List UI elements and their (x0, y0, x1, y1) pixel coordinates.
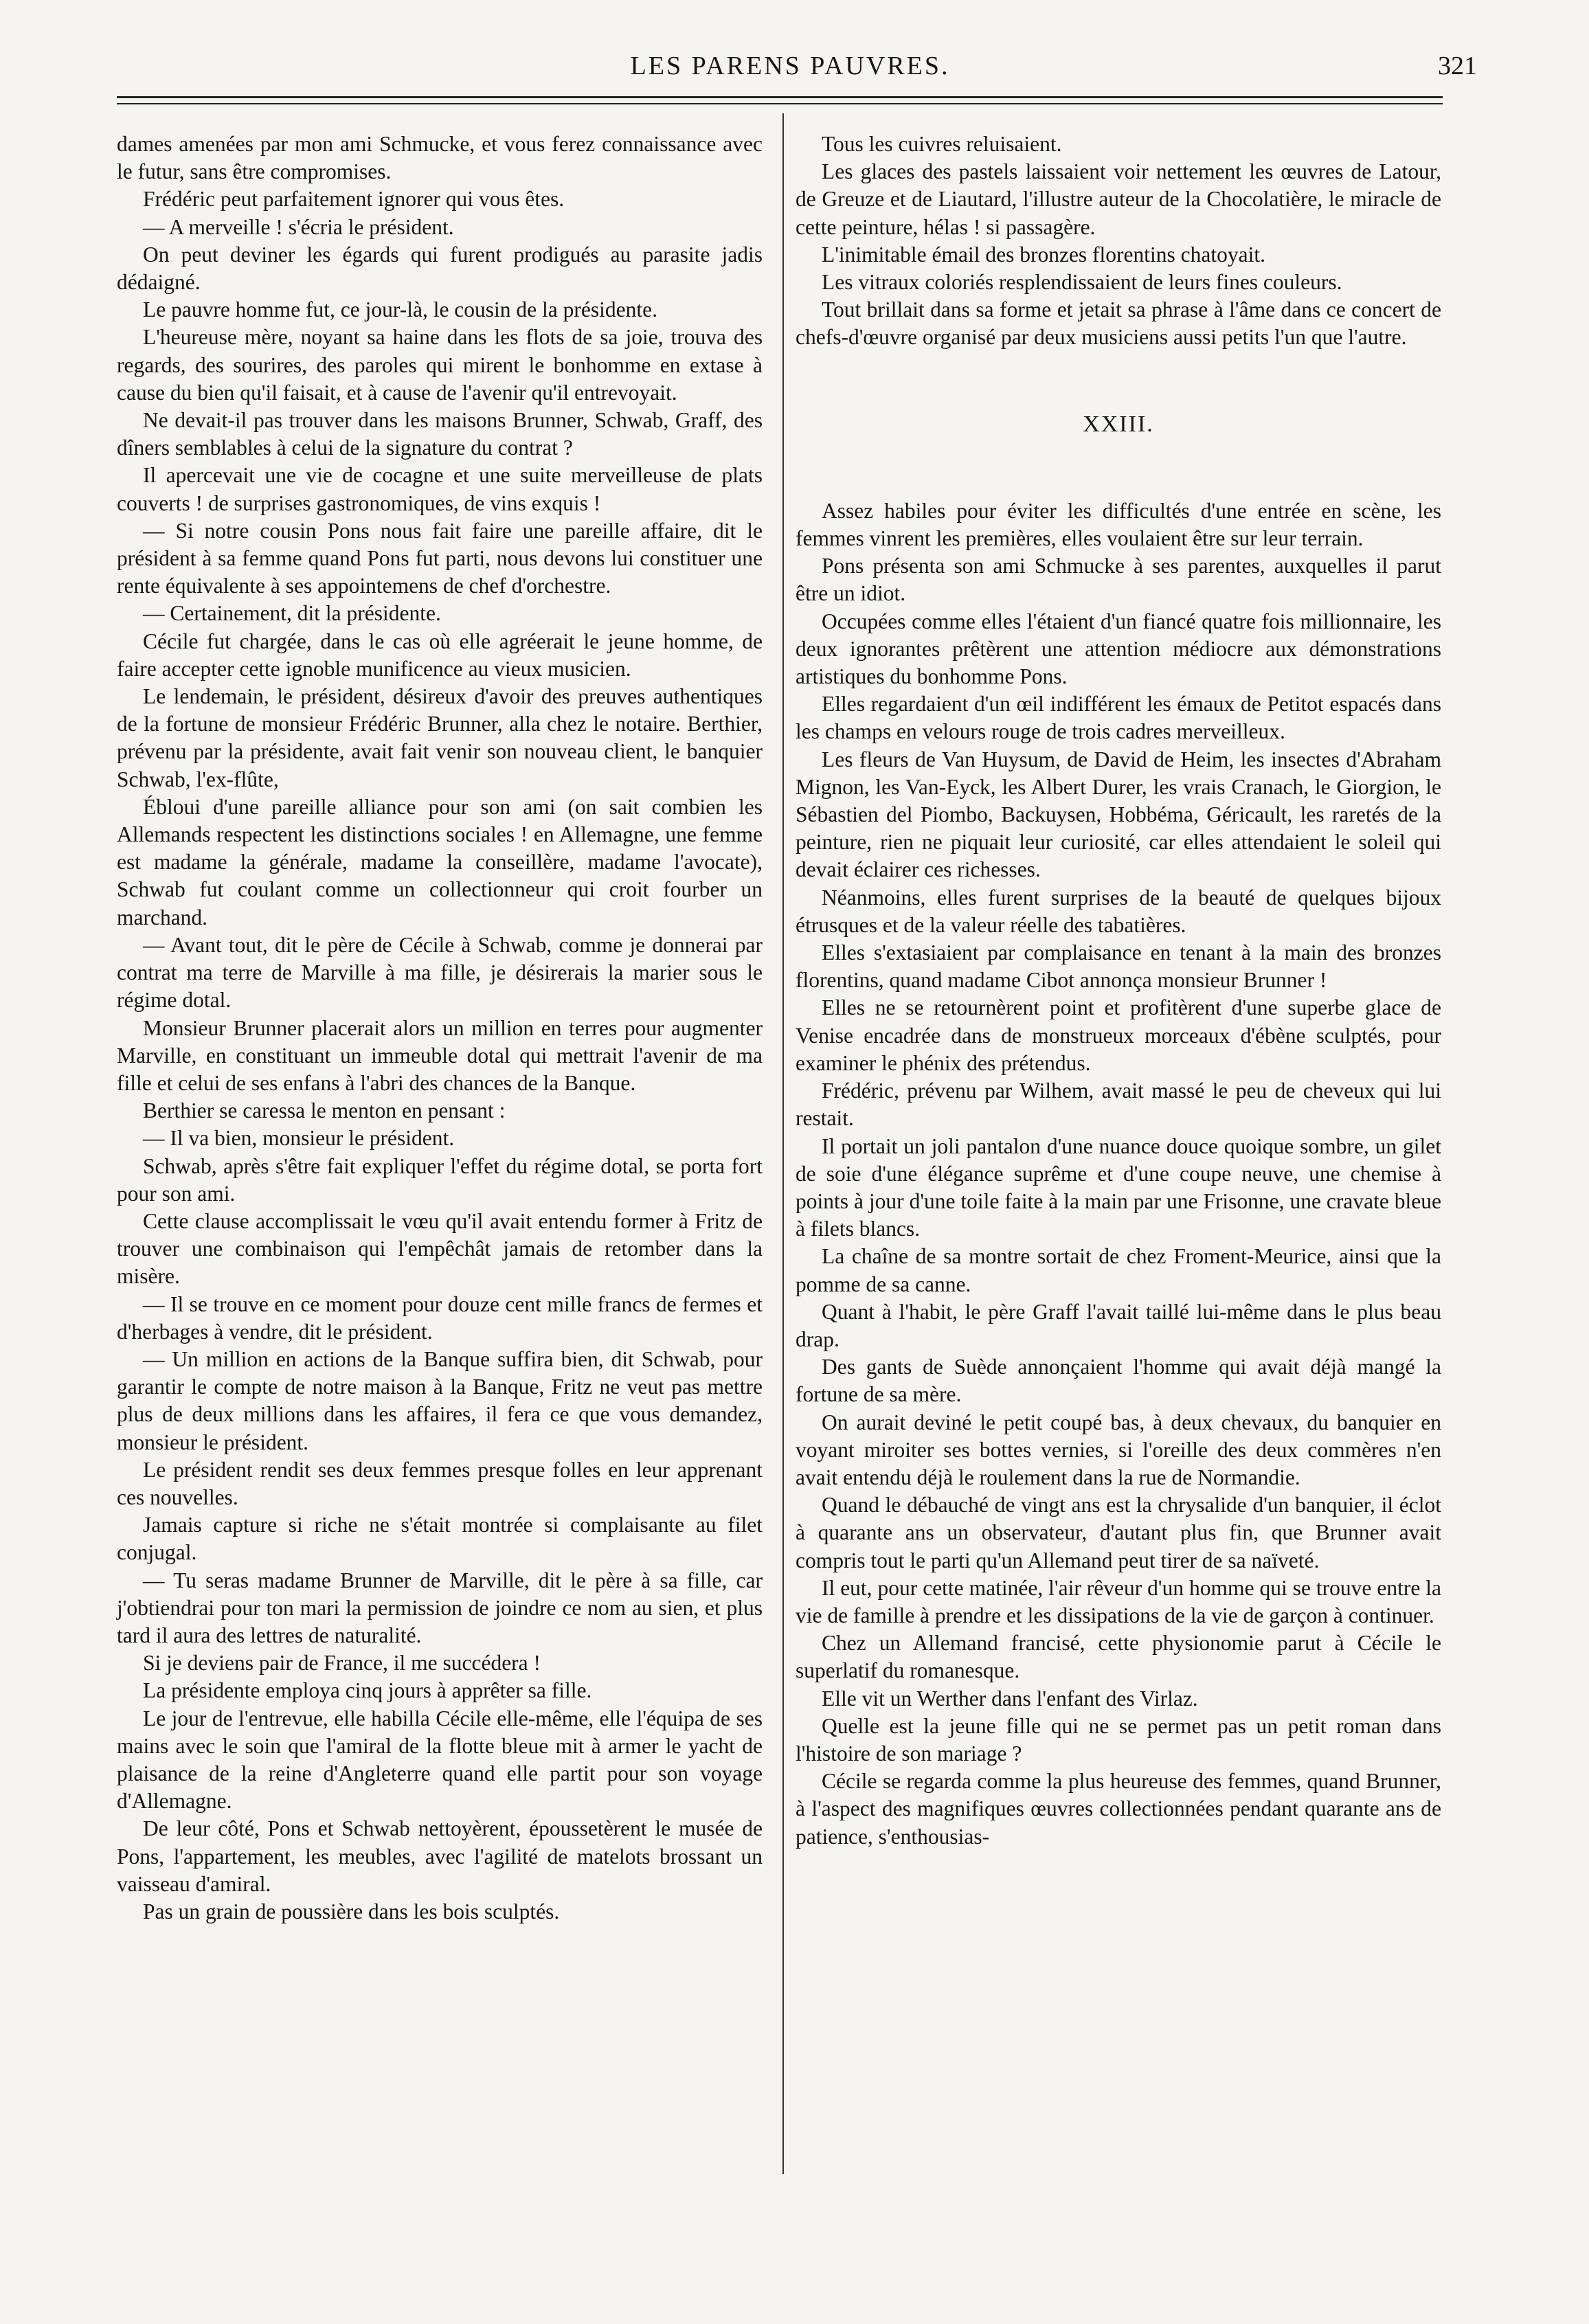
paragraph: Pons présenta son ami Schmucke à ses parentes, auxquelles il parut être un idiot. (796, 554, 1441, 606)
paragraph: Le lendemain, le président, désireux d'avoir des preuves authentiques de la fortune de monsieur Frédéric Brunner, alla chez le notaire. Berthier, prévenu par la présidente, avait fait venir son nouveau client, le banquier Schwab, l'ex-flûte, (117, 684, 763, 791)
paragraph: Schwab, après s'être fait expliquer l'effet du régime dotal, se porta fort pour son ami. (117, 1153, 763, 1206)
paragraph: dames amenées par mon ami Schmucke, et vous ferez connaissance avec le futur, sans être compromises. (117, 132, 763, 184)
paragraph: — Un million en actions de la Banque suffira bien, dit Schwab, pour garantir le compte de notre maison à la Banque, Fritz ne veut pas mettre plus de deux millions dans les affaires, il fera ce que vous demandez, monsieur le président. (117, 1346, 763, 1454)
paragraph: Elle vit un Werther dans l'enfant des Virlaz. (822, 1686, 1198, 1711)
left-column (117, 131, 763, 1926)
paragraph: — Certainement, dit la présidente. (143, 601, 441, 626)
paragraph: Assez habiles pour éviter les difficultés d'une entrée en scène, les femmes vinrent les premières, elles voulaient être sur leur terrain. (796, 498, 1441, 551)
column-divider (782, 113, 784, 2174)
paragraph: Occupées comme elles l'étaient d'un fiancé quatre fois millionnaire, les deux ignorantes prêtèrent une attention médiocre aux démonstrations artistiques du bonhomme Pons. (796, 609, 1441, 689)
paragraph: — A merveille ! s'écria le président. (143, 214, 454, 239)
paragraph: Cette clause accomplissait le vœu qu'il avait entendu former à Fritz de trouver une combinaison qui l'empêchât jamais de retomber dans la misère. (117, 1208, 763, 1289)
paragraph: Le président rendit ses deux femmes presque folles en leur apprenant ces nouvelles. (117, 1457, 763, 1509)
paragraph: Les vitraux coloriés resplendissaient de leurs fines couleurs. (822, 270, 1342, 295)
paragraph: — Il va bien, monsieur le président. (143, 1126, 455, 1151)
paragraph: Elles regardaient d'un œil indifférent les émaux de Petitot espacés dans les champs en velours rouge de trois cadres merveilleux. (796, 692, 1441, 744)
paragraph: Les glaces des pastels laissaient voir nettement les œuvres de Latour, de Greuze et de Liautard, l'illustre auteur de la Chocolatière, le miracle de cette peinture, hélas ! si passagère. (796, 159, 1441, 239)
page-header (103, 41, 1477, 82)
paragraph: La chaîne de sa montre sortait de chez Froment-Meurice, ainsi que la pomme de sa canne. (796, 1244, 1441, 1296)
paragraph: Chez un Allemand francisé, cette physionomie parut à Cécile le superlatif du romanesque. (796, 1631, 1441, 1683)
paragraph: Tous les cuivres reluisaient. (822, 132, 1062, 156)
paragraph: Des gants de Suède annonçaient l'homme qui avait déjà mangé la fortune de sa mère. (796, 1355, 1441, 1407)
paragraph: Cécile fut chargée, dans le cas où elle agréerait le jeune homme, de faire accepter cette ignoble munificence au vieux musicien. (117, 629, 763, 681)
paragraph: L'heureuse mère, noyant sa haine dans les flots de sa joie, trouva des regards, des sourires, des paroles qui mirent le bonhomme en extase à cause du bien qu'il faisait, et à cause de l'avenir qu'il entrevoyait. (117, 325, 763, 405)
chapter-heading: XXIII. (1083, 411, 1154, 437)
paragraph: Ébloui d'une pareille alliance pour son ami (on sait combien les Allemands respectent les distinctions sociales ! en Allemagne, une femme est madame la générale, madame la conseillère, madame l'avocate), Schwab fut coulant comme un collectionneur qui croit fourber un marchand. (117, 794, 763, 929)
header-rule-thin (117, 103, 1443, 104)
paragraph: Cécile se regarda comme la plus heureuse des femmes, quand Brunner, à l'aspect des magnifiques œuvres collectionnées pendant quarante ans de patience, s'enthousias- (796, 1769, 1441, 1849)
paragraph: — Il se trouve en ce moment pour douze cent mille francs de fermes et d'herbages à vendre, dit le président. (117, 1291, 763, 1344)
paragraph: Il portait un joli pantalon d'une nuance douce quoique sombre, un gilet de soie d'une élégance suprême et d'une coupe neuve, une chemise à points à jour d'une toile faite à la main par une Frisonne, une cravate bleue à filets blancs. (796, 1133, 1441, 1241)
paragraph: Frédéric, prévenu par Wilhem, avait massé le peu de cheveux qui lui restait. (796, 1079, 1441, 1131)
running-title: LES PARENS PAUVRES. (630, 52, 950, 80)
paragraph: Il eut, pour cette matinée, l'air rêveur d'un homme qui se trouve entre la vie de famille à prendre et les dissipations de la vie de garçon à continuer. (796, 1575, 1441, 1627)
paragraph: De leur côté, Pons et Schwab nettoyèrent, époussetèrent le musée de Pons, l'appartement, les meubles, avec l'agilité de matelots brossant un vaisseau d'amiral. (117, 1816, 763, 1896)
paragraph: Jamais capture si riche ne s'était montrée si complaisante au filet conjugal. (117, 1513, 763, 1565)
paragraph: Frédéric peut parfaitement ignorer qui vous êtes. (143, 187, 565, 212)
paragraph: Si je deviens pair de France, il me succédera ! (143, 1651, 541, 1676)
paragraph: Le pauvre homme fut, ce jour-là, le cousin de la présidente. (143, 297, 657, 322)
paragraph: Pas un grain de poussière dans les bois sculptés. (143, 1899, 560, 1923)
paragraph: Ne devait-il pas trouver dans les maisons Brunner, Schwab, Graff, des dîners semblables à celui de la signature du contrat ? (117, 408, 763, 460)
paragraph: L'inimitable émail des bronzes florentins chatoyait. (822, 242, 1265, 267)
right-column (796, 131, 1441, 1851)
page-number: 321 (1438, 52, 1477, 80)
paragraph: Monsieur Brunner placerait alors un million en terres pour augmenter Marville, en constituant un immeuble dotal qui mettrait l'avenir de ma fille et celui de ses enfans à l'abri des chances de la Banque. (117, 1015, 763, 1095)
paragraph: Il apercevait une vie de cocagne et une suite merveilleuse de plats couverts ! de surprises gastronomiques, de vins exquis ! (117, 463, 763, 515)
paragraph: On peut deviner les égards qui furent prodigués au parasite jadis dédaigné. (117, 242, 763, 295)
paragraph: La présidente employa cinq jours à apprêter sa fille. (143, 1678, 592, 1703)
paragraph: Quant à l'habit, le père Graff l'avait taillé lui-même dans le plus beau drap. (796, 1299, 1441, 1351)
paragraph: Elles ne se retournèrent point et profitèrent d'une superbe glace de Venise encadrée dans de monstrueux morceaux d'ébène sculptés, pour examiner le phénix des prétendus. (796, 995, 1441, 1075)
paragraph: Elles s'extasiaient par complaisance en tenant à la main des bronzes florentins, quand madame Cibot annonça monsieur Brunner ! (796, 940, 1441, 993)
paragraph: Néanmoins, elles furent surprises de la beauté de quelques bijoux étrusques et de la valeur réelle des tabatières. (796, 885, 1441, 937)
paragraph: Quelle est la jeune fille qui ne se permet pas un petit roman dans l'histoire de son mariage ? (796, 1713, 1441, 1765)
paragraph: Le jour de l'entrevue, elle habilla Cécile elle-même, elle l'équipa de ses mains avec le soin que l'amiral de la flotte bleue mit à armer le yacht de plaisance de la reine d'Angleterre quand elle partit pour son voyage d'Allemagne. (117, 1706, 763, 1814)
paragraph: Les fleurs de Van Huysum, de David de Heim, les insectes d'Abraham Mignon, les Van-Eyck, les Albert Durer, les vrais Cranach, le Giorgion, le Sébastien del Piombo, Backuysen, Hobbéma, Géricault, les raretés de la peinture, rien ne piquait leur curiosité, car elles attendaient le soleil qui devait éclairer ces richesses. (796, 747, 1441, 882)
paragraph: Quand le débauché de vingt ans est la chrysalide d'un banquier, il éclot à quarante ans un observateur, d'autant plus fin, que Brunner avait compris tout le parti qu'un Allemand peut tirer de sa naïveté. (796, 1493, 1441, 1572)
paragraph: On aurait deviné le petit coupé bas, à deux chevaux, du banquier en voyant miroiter ses bottes vernies, si l'oreille des deux commères n'en avait entendu déjà le roulement dans la rue de Normandie. (796, 1410, 1441, 1489)
paragraph: Berthier se caressa le menton en pensant : (143, 1098, 506, 1123)
paragraph: — Avant tout, dit le père de Cécile à Schwab, comme je donnerai par contrat ma terre de Marville à ma fille, je désirerais la marier sous le régime dotal. (117, 932, 763, 1013)
header-rule-thick (117, 96, 1443, 98)
paragraph: Tout brillait dans sa forme et jetait sa phrase à l'âme dans ce concert de chefs-d'œuvre organisé par deux musiciens aussi petits l'un que l'autre. (796, 297, 1441, 350)
paragraph: — Si notre cousin Pons nous fait faire une pareille affaire, dit le président à sa femme quand Pons fut parti, nous devons lui constituer une rente équivalente à ses appointemens de chef d'orchestre. (117, 518, 763, 598)
paragraph: — Tu seras madame Brunner de Marville, dit le père à sa fille, car j'obtiendrai pour ton mari la permission de joindre ce nom au sien, et plus tard il aura des lettres de naturalité. (117, 1568, 763, 1647)
